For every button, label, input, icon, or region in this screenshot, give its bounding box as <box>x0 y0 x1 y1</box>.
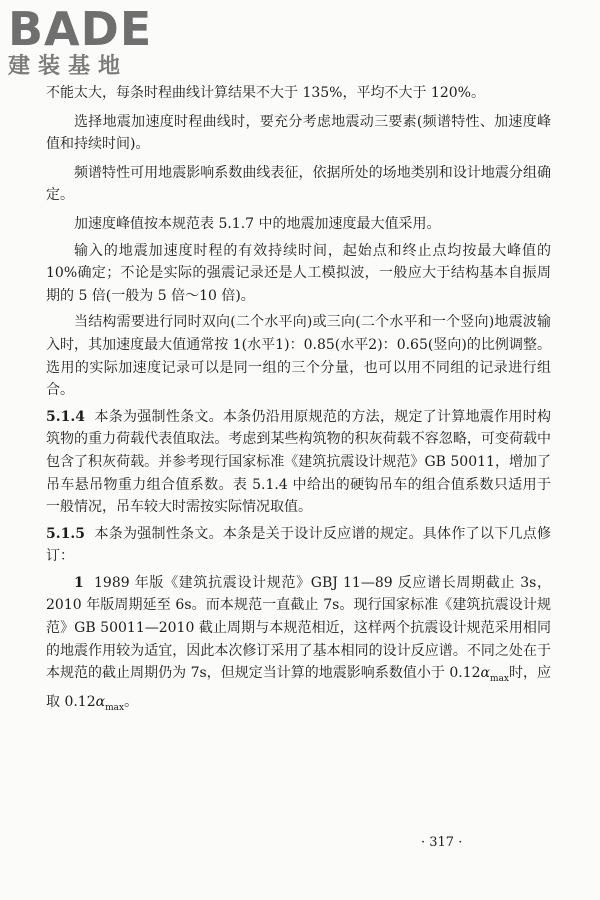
item-text: 1989 年版《建筑抗震设计规范》GBJ 11—89 反应谱长周期截止 3s，2010 年版周期延至 6s。而本规范一直截止 7s。现行国家标准《建筑抗震设计规范》GB 50011—2010 截止周期与本规范相近，这样两个抗震设计规范采用相同的地震作用较为适宜，因此本次修订采用了基本相同的设计反应谱。不同之处在于本规范的截止周期仍为 7s，但规定当计算的地震影响系数值小于 0.12 <box>46 574 552 682</box>
subscript-max: max <box>489 674 509 685</box>
alpha-symbol: α <box>480 665 490 682</box>
paragraph-3: 频谱特性可用地震影响系数曲线表征，依据所处的场地类别和设计地震分组确定。 <box>46 164 551 204</box>
logo-chinese-text: 建装基地 <box>8 54 129 79</box>
logo-latin-text: BADE <box>8 2 153 56</box>
clause-5-1-4 <box>46 406 551 519</box>
clause-text: 本条为强制性条文。本条仍沿用原规范的方法，规定了计算地震作用时构筑物的重力荷载代表值取法。考虑到某些构筑物的积灰荷载不容忽略，可变荷载中包含了积灰荷载。并参考现行国家标准《建筑抗震设计规范》GB 50011，增加了吊车悬吊物重力组合值系数。表 5.1.4 中给出的硬钩吊车的组合值系数只适用于一般情况，吊车较大时需按实际情况取值。 <box>46 408 551 516</box>
alpha-symbol: α <box>95 693 106 710</box>
item-number: 1 <box>74 574 84 591</box>
clause-number: 5.1.4 <box>46 408 85 425</box>
clause-5-1-5 <box>46 523 551 568</box>
watermark-logo <box>8 2 153 82</box>
subscript-max: max <box>105 702 125 713</box>
item-text-end: 。 <box>124 693 139 710</box>
list-item-1 <box>46 572 551 719</box>
page-number: · 317 · <box>421 835 463 850</box>
page-body <box>46 82 551 719</box>
item-text-mid: 时，应取 0.12 <box>46 665 552 710</box>
clause-number: 5.1.5 <box>46 525 85 542</box>
clause-text: 本条为强制性条文。本条是关于设计反应谱的规定。具体作了以下几点修订： <box>46 525 551 565</box>
paragraph-1: 不能太大，每条时程曲线计算结果不大于 135%，平均不大于 120%。 <box>46 85 485 101</box>
paragraph-4: 加速度峰值按本规范表 5.1.7 中的地震加速度最大值采用。 <box>74 215 441 232</box>
paragraph-5: 输入的地震加速度时程的有效持续时间，起始点和终止点均按最大峰值的 10%确定；不论是实际的强震记录还是人工模拟波，一般应大于结构基本自振周期的 5 倍(一般为 5 倍～10 倍)。 <box>46 242 551 304</box>
paragraph-2: 选择地震加速度时程曲线时，要充分考虑地震动三要素(频谱特性、加速度峰值和持续时间)。 <box>46 113 551 153</box>
paragraph-6: 当结构需要进行同时双向(二个水平向)或三向(二个水平和一个竖向)地震波输入时，其加速度最大值通常按 1(水平1)：0.85(水平2)：0.65(竖向)的比例调整。选用的实际加速度记录可以是同一组的三个分量，也可以用不同组的记录进行组合。 <box>46 314 551 399</box>
